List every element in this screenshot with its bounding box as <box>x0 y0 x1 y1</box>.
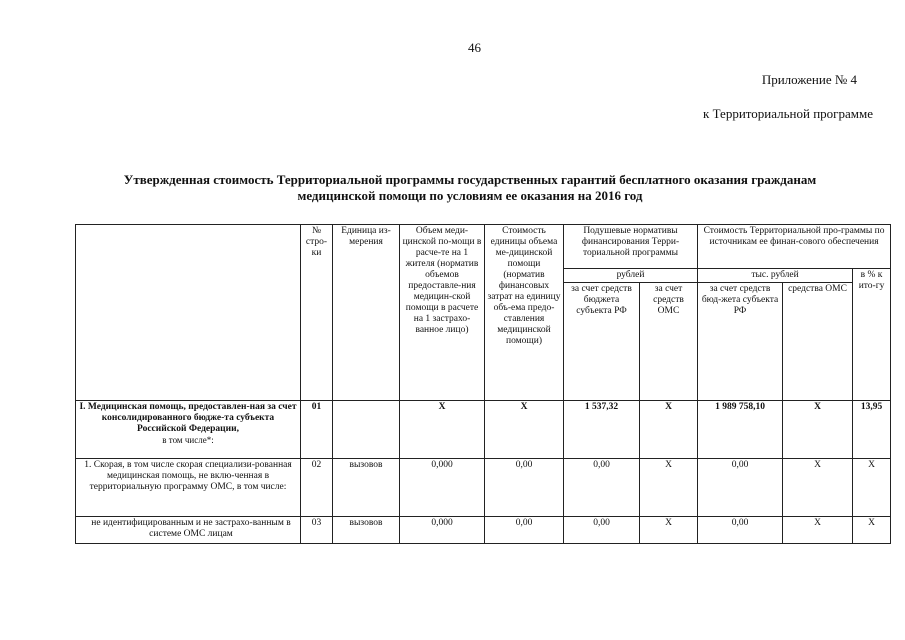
header-rubles: рублей <box>564 269 698 283</box>
row-cost-oms: X <box>783 517 853 544</box>
row-percent: X <box>853 517 891 544</box>
table-row <box>76 517 891 544</box>
row-percent: X <box>853 459 891 517</box>
cost-table <box>75 224 891 544</box>
header-cost: Стоимость единицы объема ме-дицинской помощи (норматив финансовых затрат на единицу объ-ема предо-ставления медицинской помощи) <box>485 225 564 401</box>
row-unit: вызовов <box>333 459 400 517</box>
row-cost-budget: 0,00 <box>698 459 783 517</box>
row-per-capita-budget: 1 537,32 <box>564 401 640 459</box>
row-no: 03 <box>301 517 333 544</box>
row-volume: 0,000 <box>400 517 485 544</box>
row-volume: 0,000 <box>400 459 485 517</box>
title-line-1: Утвержденная стоимость Территориальной программы государственных гарантий бесплатного оказания гражданам <box>123 172 817 187</box>
header-program-cost: Стоимость Территориальной про-граммы по источникам ее финан-сового обеспечения <box>698 225 891 269</box>
appendix-label: Приложение № 4 <box>761 72 857 87</box>
header-budget-rf: за счет средств бюджета субъекта РФ <box>564 283 640 401</box>
header-unit: Единица из-мерения <box>333 225 400 401</box>
row-cost: 0,00 <box>485 459 564 517</box>
program-label: к Территориальной программе <box>703 106 873 121</box>
row-cost-budget: 0,00 <box>698 517 783 544</box>
row-per-capita-budget: 0,00 <box>564 459 640 517</box>
header-percent-total: в % к ито-гу <box>853 269 891 401</box>
title-line-2: медицинской помощи по условиям ее оказания на 2016 год <box>297 188 643 203</box>
header-budget-rf-2: за счет средств бюд-жета субъекта РФ <box>698 283 783 401</box>
header-oms: за счет средств ОМС <box>640 283 698 401</box>
row-per-capita-oms: X <box>640 459 698 517</box>
row-name-text: I. Медицинская помощь, предоставлен-ная за счет консолидированного бюдже-та субъекта Российской Федерации, <box>79 402 297 434</box>
header-volume: Объем меди-цинской по-мощи в расче-те на 1 жителя (норматив объемов предоставле-ния медицин-ской помощи в расчете на 1 застрахо-ванное лицо) <box>400 225 485 401</box>
page-number: 46 <box>468 40 481 55</box>
header-per-capita: Подушевые нормативы финансирования Терри-ториальной программы <box>564 225 698 269</box>
row-cost: 0,00 <box>485 517 564 544</box>
header-thousand-rubles: тыс. рублей <box>698 269 853 283</box>
row-per-capita-oms: X <box>640 401 698 459</box>
table-row <box>76 401 891 459</box>
row-per-capita-oms: X <box>640 517 698 544</box>
row-no: 02 <box>301 459 333 517</box>
row-volume: X <box>400 401 485 459</box>
row-unit <box>333 401 400 459</box>
row-cost-oms: X <box>783 401 853 459</box>
row-no: 01 <box>301 401 333 459</box>
row-cost: X <box>485 401 564 459</box>
header-oms-2: средства ОМС <box>783 283 853 401</box>
row-cost-oms: X <box>783 459 853 517</box>
header-row-no: № стро-ки <box>301 225 333 401</box>
row-name <box>76 401 301 459</box>
row-name: не идентифицированным и не застрахо-ванным в системе ОМС лицам <box>76 517 301 544</box>
row-cost-budget: 1 989 758,10 <box>698 401 783 459</box>
row-name: 1. Скорая, в том числе скорая специализи-рованная медицинская помощь, не вклю-ченная в территориальную программу ОМС, в том числе: <box>76 459 301 517</box>
row-percent: 13,95 <box>853 401 891 459</box>
document-title <box>60 172 880 204</box>
header-name-cell <box>76 225 301 401</box>
row-note: в том числе*: <box>162 435 214 445</box>
row-per-capita-budget: 0,00 <box>564 517 640 544</box>
table-row <box>76 459 891 517</box>
row-unit: вызовов <box>333 517 400 544</box>
